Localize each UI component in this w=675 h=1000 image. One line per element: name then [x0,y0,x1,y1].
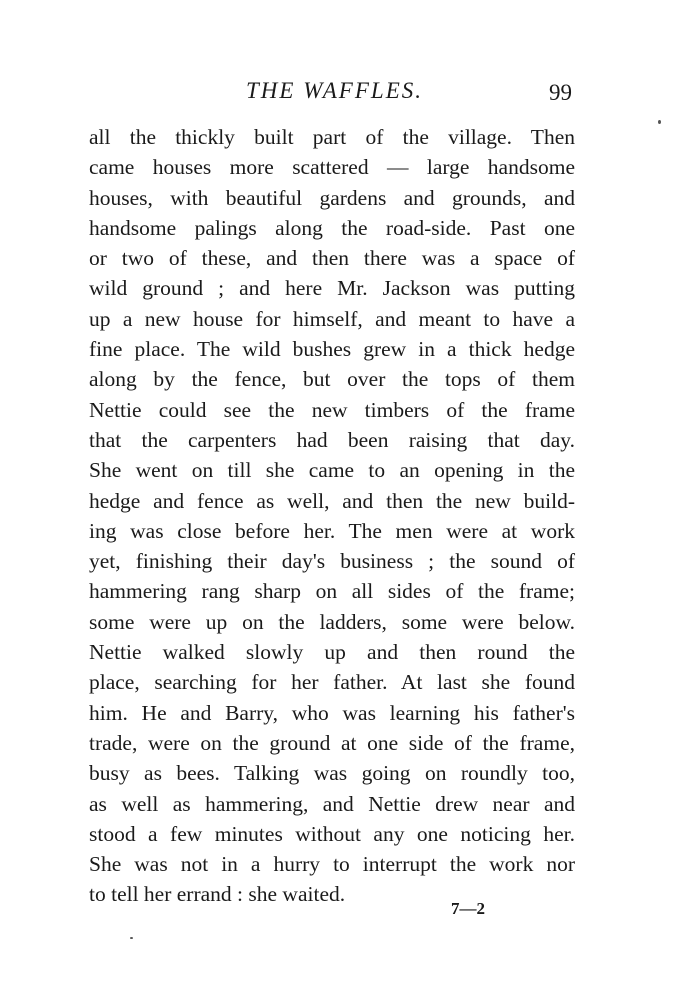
running-head [0,78,675,110]
text-line: yet, finishing their day's business ; the sound of [89,549,575,574]
text-line: place, searching for her father. At last she found [89,670,575,695]
text-line: busy as bees. Talking was going on roundly too, [89,761,575,786]
signature-mark: 7—2 [451,899,485,918]
body-text [89,122,575,910]
text-line: ing was close before her. The men were at work [89,518,575,543]
text-line: came houses more scattered — large handsome [89,155,575,180]
text-line: all the thickly built part of the village. Then [89,125,575,149]
text-line: She went on till she came to an opening in the [89,458,575,483]
text-line: as well as hammering, and Nettie drew near and [89,791,575,816]
text-line: hedge and fence as well, and then the new build- [89,488,575,513]
text-line: wild ground ; and here Mr. Jackson was putting [89,276,575,301]
text-line: up a new house for himself, and meant to have a [89,306,575,331]
text-line: hammering rang sharp on all sides of the frame; [89,579,575,604]
text-line: trade, were on the ground at one side of the frame, [89,730,575,755]
text-line: She was not in a hurry to interrupt the work nor [89,852,575,877]
text-line: that the carpenters had been raising that day. [89,427,575,452]
text-line: to tell her errand : she waited. [89,882,346,907]
text-line: or two of these, and then there was a space of [89,246,575,271]
text-line: handsome palings along the road-side. Past one [89,215,575,240]
page-number: 99 [549,80,572,105]
text-line: some were up on the ladders, some were below. [89,609,575,634]
running-title: THE WAFFLES. [246,78,423,103]
text-line: stood a few minutes without any one noticing her. [89,821,575,846]
paper-speck [658,120,661,124]
text-line: along by the fence, but over the tops of them [89,367,575,392]
paper-speck [130,937,133,939]
text-line: houses, with beautiful gardens and grounds, and [89,185,575,210]
text-line: fine place. The wild bushes grew in a thick hedge [89,337,575,362]
text-line: him. He and Barry, who was learning his father's [89,700,575,725]
text-line: Nettie could see the new timbers of the frame [89,397,575,422]
text-line: Nettie walked slowly up and then round the [89,640,575,665]
